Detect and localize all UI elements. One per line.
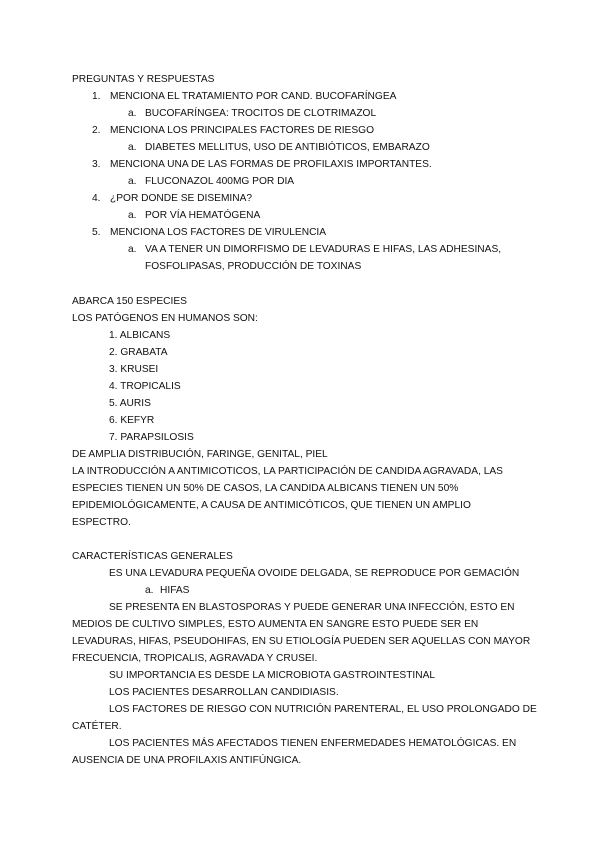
paragraph-line: AUSENCIA DE UNA PROFILAXIS ANTIFÚNGICA. (72, 755, 302, 766)
answer-marker: a. (128, 210, 137, 221)
question-number: 2. (92, 125, 101, 136)
paragraph-line: ESPECIES TIENEN UN 50% DE CASOS, LA CANDIDA ALBICANS TIENEN UN 50% (72, 483, 459, 494)
paragraph-line: MEDIOS DE CULTIVO SIMPLES, ESTO AUMENTA EN SANGRE ESTO PUEDE SER EN (72, 619, 479, 630)
species-item: 1. ALBICANS (109, 330, 171, 341)
answer-marker: a. (128, 142, 137, 153)
pathogens-heading: LOS PATÓGENOS EN HUMANOS SON: (72, 313, 258, 324)
question-number: 5. (92, 227, 101, 238)
paragraph-line: SU IMPORTANCIA ES DESDE LA MICROBIOTA GASTROINTESTINAL (109, 670, 436, 681)
paragraph-line: CATÉTER. (72, 721, 122, 732)
section-heading: CARACTERÍSTICAS GENERALES (72, 551, 233, 562)
species-item: 2. GRABATA (109, 347, 168, 358)
sub-item: HIFAS (160, 585, 190, 596)
answer-marker: a. (128, 244, 137, 255)
answer-marker: a. (128, 176, 137, 187)
answer-text: POR VÍA HEMATÓGENA (145, 210, 261, 221)
answer-text: BUCOFARÍNGEA: TROCITOS DE CLOTRIMAZOL (145, 108, 377, 119)
answer-marker: a. (128, 108, 137, 119)
species-item: 6. KEFYR (109, 415, 155, 426)
species-item: 7. PARAPSILOSIS (109, 432, 194, 443)
paragraph-line: SE PRESENTA EN BLASTOSPORAS Y PUEDE GENERAR UNA INFECCIÓN, ESTO EN (109, 602, 515, 613)
question-text: ¿POR DONDE SE DISEMINA? (110, 193, 253, 204)
question-text: MENCIONA EL TRATAMIENTO POR CAND. BUCOFARÍNGEA (110, 91, 397, 102)
paragraph-line: LEVADURAS, HIFAS, PSEUDOHIFAS, EN SU ETIOLOGÍA PUEDEN SER AQUELLAS CON MAYOR (72, 636, 531, 647)
species-item: 4. TROPICALIS (109, 381, 181, 392)
paragraph-line: EPIDEMIOLÓGICAMENTE, A CAUSA DE ANTIMICÓTICOS, QUE TIENEN UN AMPLIO (72, 500, 471, 511)
answer-text: VA A TENER UN DIMORFISMO DE LEVADURAS E HIFAS, LAS ADHESINAS, (145, 244, 502, 255)
species-item: 5. AURIS (109, 398, 151, 409)
page-title: PREGUNTAS Y RESPUESTAS (72, 74, 215, 85)
species-intro: ABARCA 150 ESPECIES (72, 296, 187, 307)
answer-text: FLUCONAZOL 400MG POR DIA (145, 176, 295, 187)
question-text: MENCIONA LOS PRINCIPALES FACTORES DE RIESGO (110, 125, 374, 136)
answer-text: DIABETES MELLITUS, USO DE ANTIBIÓTICOS, EMBARAZO (145, 142, 430, 153)
question-number: 3. (92, 159, 101, 170)
question-number: 4. (92, 193, 101, 204)
question-number: 1. (92, 91, 101, 102)
paragraph-line: LOS PACIENTES MÁS AFECTADOS TIENEN ENFERMEDADES HEMATOLÓGICAS. EN (109, 738, 517, 749)
answer-text-continued: FOSFOLIPASAS, PRODUCCIÓN DE TOXINAS (145, 261, 362, 272)
sub-marker: a. (145, 585, 154, 596)
paragraph-line: LOS PACIENTES DESARROLLAN CANDIDIASIS. (109, 687, 339, 698)
question-text: MENCIONA LOS FACTORES DE VIRULENCIA (110, 227, 327, 238)
question-text: MENCIONA UNA DE LAS FORMAS DE PROFILAXIS IMPORTANTES. (110, 159, 432, 170)
paragraph-line: ESPECTRO. (72, 517, 131, 528)
paragraph-line: LOS FACTORES DE RIESGO CON NUTRICIÓN PARENTERAL, EL USO PROLONGADO DE (109, 704, 537, 715)
species-item: 3. KRUSEI (109, 364, 159, 375)
distribution-line: DE AMPLIA DISTRIBUCIÓN, FARINGE, GENITAL, PIEL (72, 449, 328, 460)
general-line: ES UNA LEVADURA PEQUEÑA OVOIDE DELGADA, SE REPRODUCE POR GEMACIÓN (109, 568, 520, 579)
paragraph-line: LA INTRODUCCIÓN A ANTIMICOTICOS, LA PARTICIPACIÓN DE CANDIDA AGRAVADA, LAS (72, 466, 503, 477)
paragraph-line: FRECUENCIA, TROPICALIS, AGRAVADA Y CRUSEI. (72, 653, 318, 664)
